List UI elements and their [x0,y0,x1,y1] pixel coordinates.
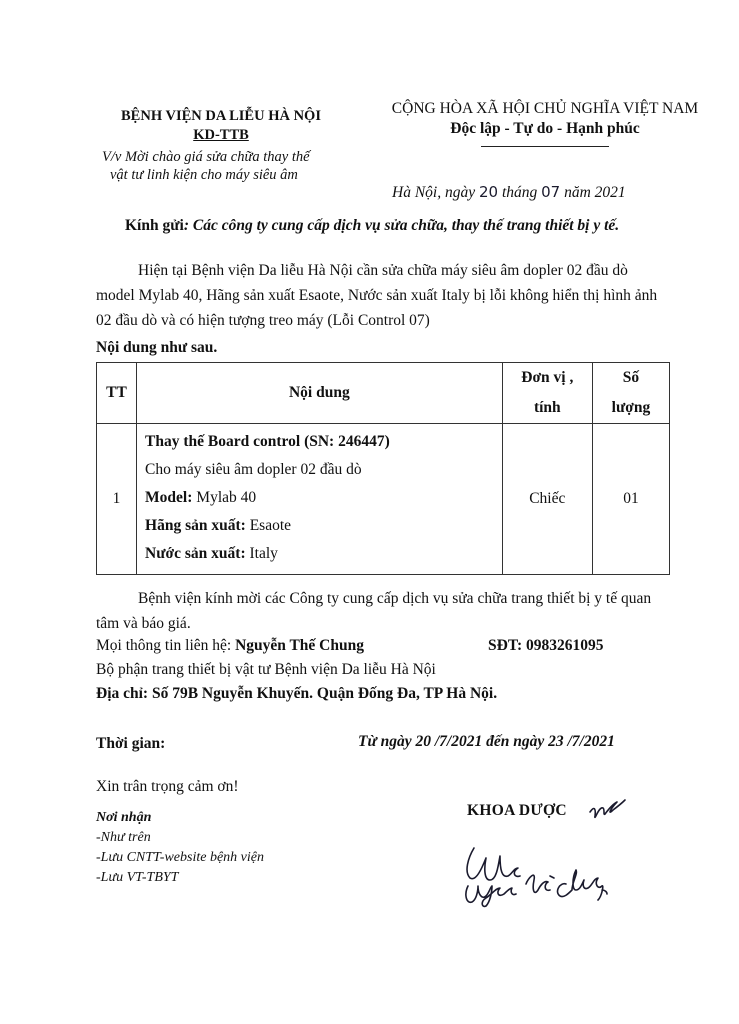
nation-title: CỘNG HÒA XÃ HỘI CHỦ NGHĨA VIỆT NAM [391,100,699,117]
cell-unit: Chiếc [502,424,592,575]
header-qty-line-1: Số [622,369,640,386]
model-label: Model: [145,489,193,506]
document-date [392,183,626,202]
request-table [96,362,670,575]
contact-name: Nguyễn Thế Chung [235,637,364,654]
intro-paragraph: Hiện tại Bệnh viện Da liễu Hà Nội cần sửa chữa máy siêu âm dopler 02 đầu dò model Mylab 40, Hãng sản xuất Esaote, Nước sản xuất Italy bị lỗi không hiển thị hình ảnh 02 đầu dò và có hiện tượng treo máy (Lỗi Control 07) [96,262,658,329]
table-header-row [97,363,670,424]
item-title: Thay thế Board control (SN: 246447) [145,433,390,450]
signature-title: KHOA DƯỢC [467,802,567,819]
table-row [97,424,670,575]
handwritten-signature [450,790,630,920]
national-header [380,100,710,147]
origin-label: Nước sản xuất: [145,545,246,562]
subject-line-1: V/v Mời chào giá sửa chữa thay thế [102,149,310,165]
recipient-item: -Lưu VT-TBYT [96,870,179,885]
date-day-handwritten: 20 [478,183,499,201]
item-origin [145,540,494,568]
time-label: Thời gian: [96,735,166,752]
department-code: KD-TTB [193,127,249,143]
date-prefix: Hà Nội, ngày [392,184,479,201]
header-qty-line-2: lượng [611,399,651,416]
header-quantity [592,363,669,424]
header-unit-line-2: tính [533,399,561,416]
invitation-paragraph: Bệnh viện kính mời các Công ty cung cấp dịch vụ sửa chữa trang thiết bị y tế quan tâm và báo giá. [96,590,652,632]
hospital-name: BỆNH VIỆN DA LIỄU HÀ NỘI [121,108,321,124]
header-content: Nội dung [137,363,503,424]
cell-content [137,424,503,575]
contact-line [96,637,364,655]
closing-thanks: Xin trân trọng cảm ơn! [96,778,239,795]
contact-label: Mọi thông tin liên hệ: [96,637,236,654]
recipient-item: -Lưu CNTT-website bệnh viện [96,850,264,865]
time-range: Từ ngày 20 /7/2021 đến ngày 23 /7/2021 [358,733,615,750]
contact-address: Địa chỉ: Số 79B Nguyễn Khuyến. Quận Đống Đa, TP Hà Nội. [96,685,498,702]
national-motto: Độc lập - Tự do - Hạnh phúc [450,120,640,137]
issuer-block [96,108,346,184]
subject-line-2: vật tư linh kiện cho máy siêu âm [110,167,298,183]
item-description: Cho máy siêu âm dopler 02 đầu dò [145,461,362,478]
header-unit-line-1: Đơn vị , [521,369,574,386]
maker-value: Esaote [245,517,292,534]
origin-value: Italy [245,545,278,562]
recipient-item: -Như trên [96,830,151,845]
greeting-text: : Các công ty cung cấp dịch vụ sửa chữa, thay thế trang thiết bị y tế. [183,217,620,234]
maker-label: Hãng sản xuất: [145,517,246,534]
contact-phone: SĐT: 0983261095 [488,637,604,654]
addressee-line [125,217,619,235]
date-year: năm 2021 [560,184,626,201]
item-maker [145,512,494,540]
cell-tt: 1 [97,424,137,575]
recipients-block [96,808,264,888]
contact-department: Bộ phận trang thiết bị vật tư Bệnh viện Da liễu Hà Nội [96,661,436,678]
motto-underline [481,146,609,147]
subject-line [96,148,346,184]
date-month-handwritten: 07 [541,183,561,201]
header-unit [502,363,592,424]
date-month-label: tháng [498,184,542,201]
recipients-title: Nơi nhận [96,810,152,825]
item-model [145,484,494,512]
content-heading: Nội dung như sau. [96,339,218,356]
model-value: Mylab 40 [192,489,257,506]
cell-quantity: 01 [592,424,669,575]
header-tt: TT [97,363,137,424]
greeting-label: Kính gửi [125,217,184,234]
